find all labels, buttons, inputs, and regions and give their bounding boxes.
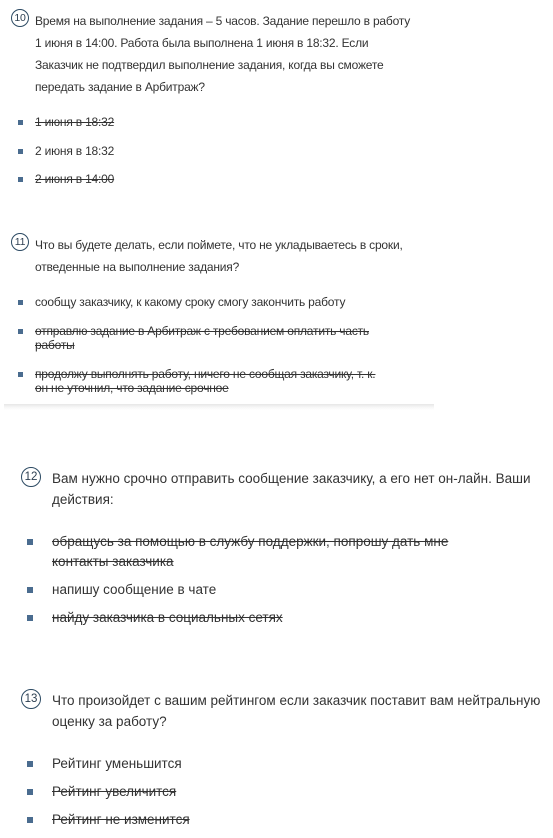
option-text: Рейтинг уменьшится [52,756,182,771]
question-13 [21,690,541,838]
square-bullet-icon [18,149,23,154]
option-text: напишу сообщение в чате [52,582,217,597]
answer-options [11,295,411,396]
question-header [11,10,411,98]
option-text: продолжу выполнять работу, ничего не сообщая заказчику, т. к. он не уточнил, что задание срочное [35,366,376,395]
square-bullet-icon [27,615,33,621]
option-text: 1 июня в 18:32 [35,115,115,129]
square-bullet-icon [18,372,23,377]
question-text: Вам нужно срочно отправить сообщение заказчику, а его нет он-лайн. Ваши действия: [52,471,531,507]
answer-option[interactable] [11,115,411,130]
option-text: найду заказчика в социальных сетях [52,610,283,625]
option-text: 2 июня в 14:00 [35,172,115,186]
answer-options [21,754,541,830]
option-text: Рейтинг не изменится [52,812,190,827]
question-11 [11,234,411,410]
answer-option[interactable] [11,324,411,353]
question-header [11,234,411,278]
answer-option[interactable] [21,532,541,572]
square-bullet-icon [27,539,33,545]
question-text: Что вы будете делать, если поймете, что не укладываетесь в сроки, отведенные на выполнение задания? [35,238,403,274]
question-12 [21,468,541,636]
section-divider [4,404,434,410]
option-text: сообщу заказчику, к какому сроку смогу закончить работу [35,295,346,309]
question-number-badge: 10 [11,9,29,27]
answer-option[interactable] [21,782,541,802]
answer-option[interactable] [21,754,541,774]
question-number-badge: 12 [21,467,41,487]
square-bullet-icon [18,120,23,125]
answer-option[interactable] [11,144,411,159]
question-header [21,468,541,510]
square-bullet-icon [18,329,23,334]
question-header [21,690,541,732]
answer-options [11,115,411,187]
option-text: Рейтинг увеличится [52,784,177,799]
question-number-badge: 11 [11,233,29,251]
question-text: Время на выполнение задания – 5 часов. Задание перешло в работу 1 июня в 14:00. Работа была выполнена 1 июня в 18:32. Если Заказчик не подтвердил выполнение задания, когда вы сможете передать задание в Арбитраж? [35,14,411,94]
square-bullet-icon [27,761,33,767]
option-text: отправлю задание в Арбитраж с требованием оплатить часть работы [35,323,369,352]
answer-option[interactable] [21,608,541,628]
answer-option[interactable] [11,295,411,310]
question-10 [11,10,411,201]
square-bullet-icon [27,817,33,823]
answer-option[interactable] [11,172,411,187]
option-text: 2 июня в 18:32 [35,143,115,158]
square-bullet-icon [27,587,33,593]
answer-option[interactable] [21,580,541,600]
square-bullet-icon [18,300,23,305]
question-text: Что произойдет с вашим рейтингом если заказчик поставит вам нейтральную оценку за работу? [52,693,541,729]
answer-option[interactable] [21,810,541,830]
answer-options [21,532,541,628]
option-text: обращусь за помощью в службу поддержки, попрошу дать мне контакты заказчика [52,534,449,569]
square-bullet-icon [18,177,23,182]
answer-option[interactable] [11,367,411,396]
question-number-badge: 13 [21,689,41,709]
square-bullet-icon [27,789,33,795]
